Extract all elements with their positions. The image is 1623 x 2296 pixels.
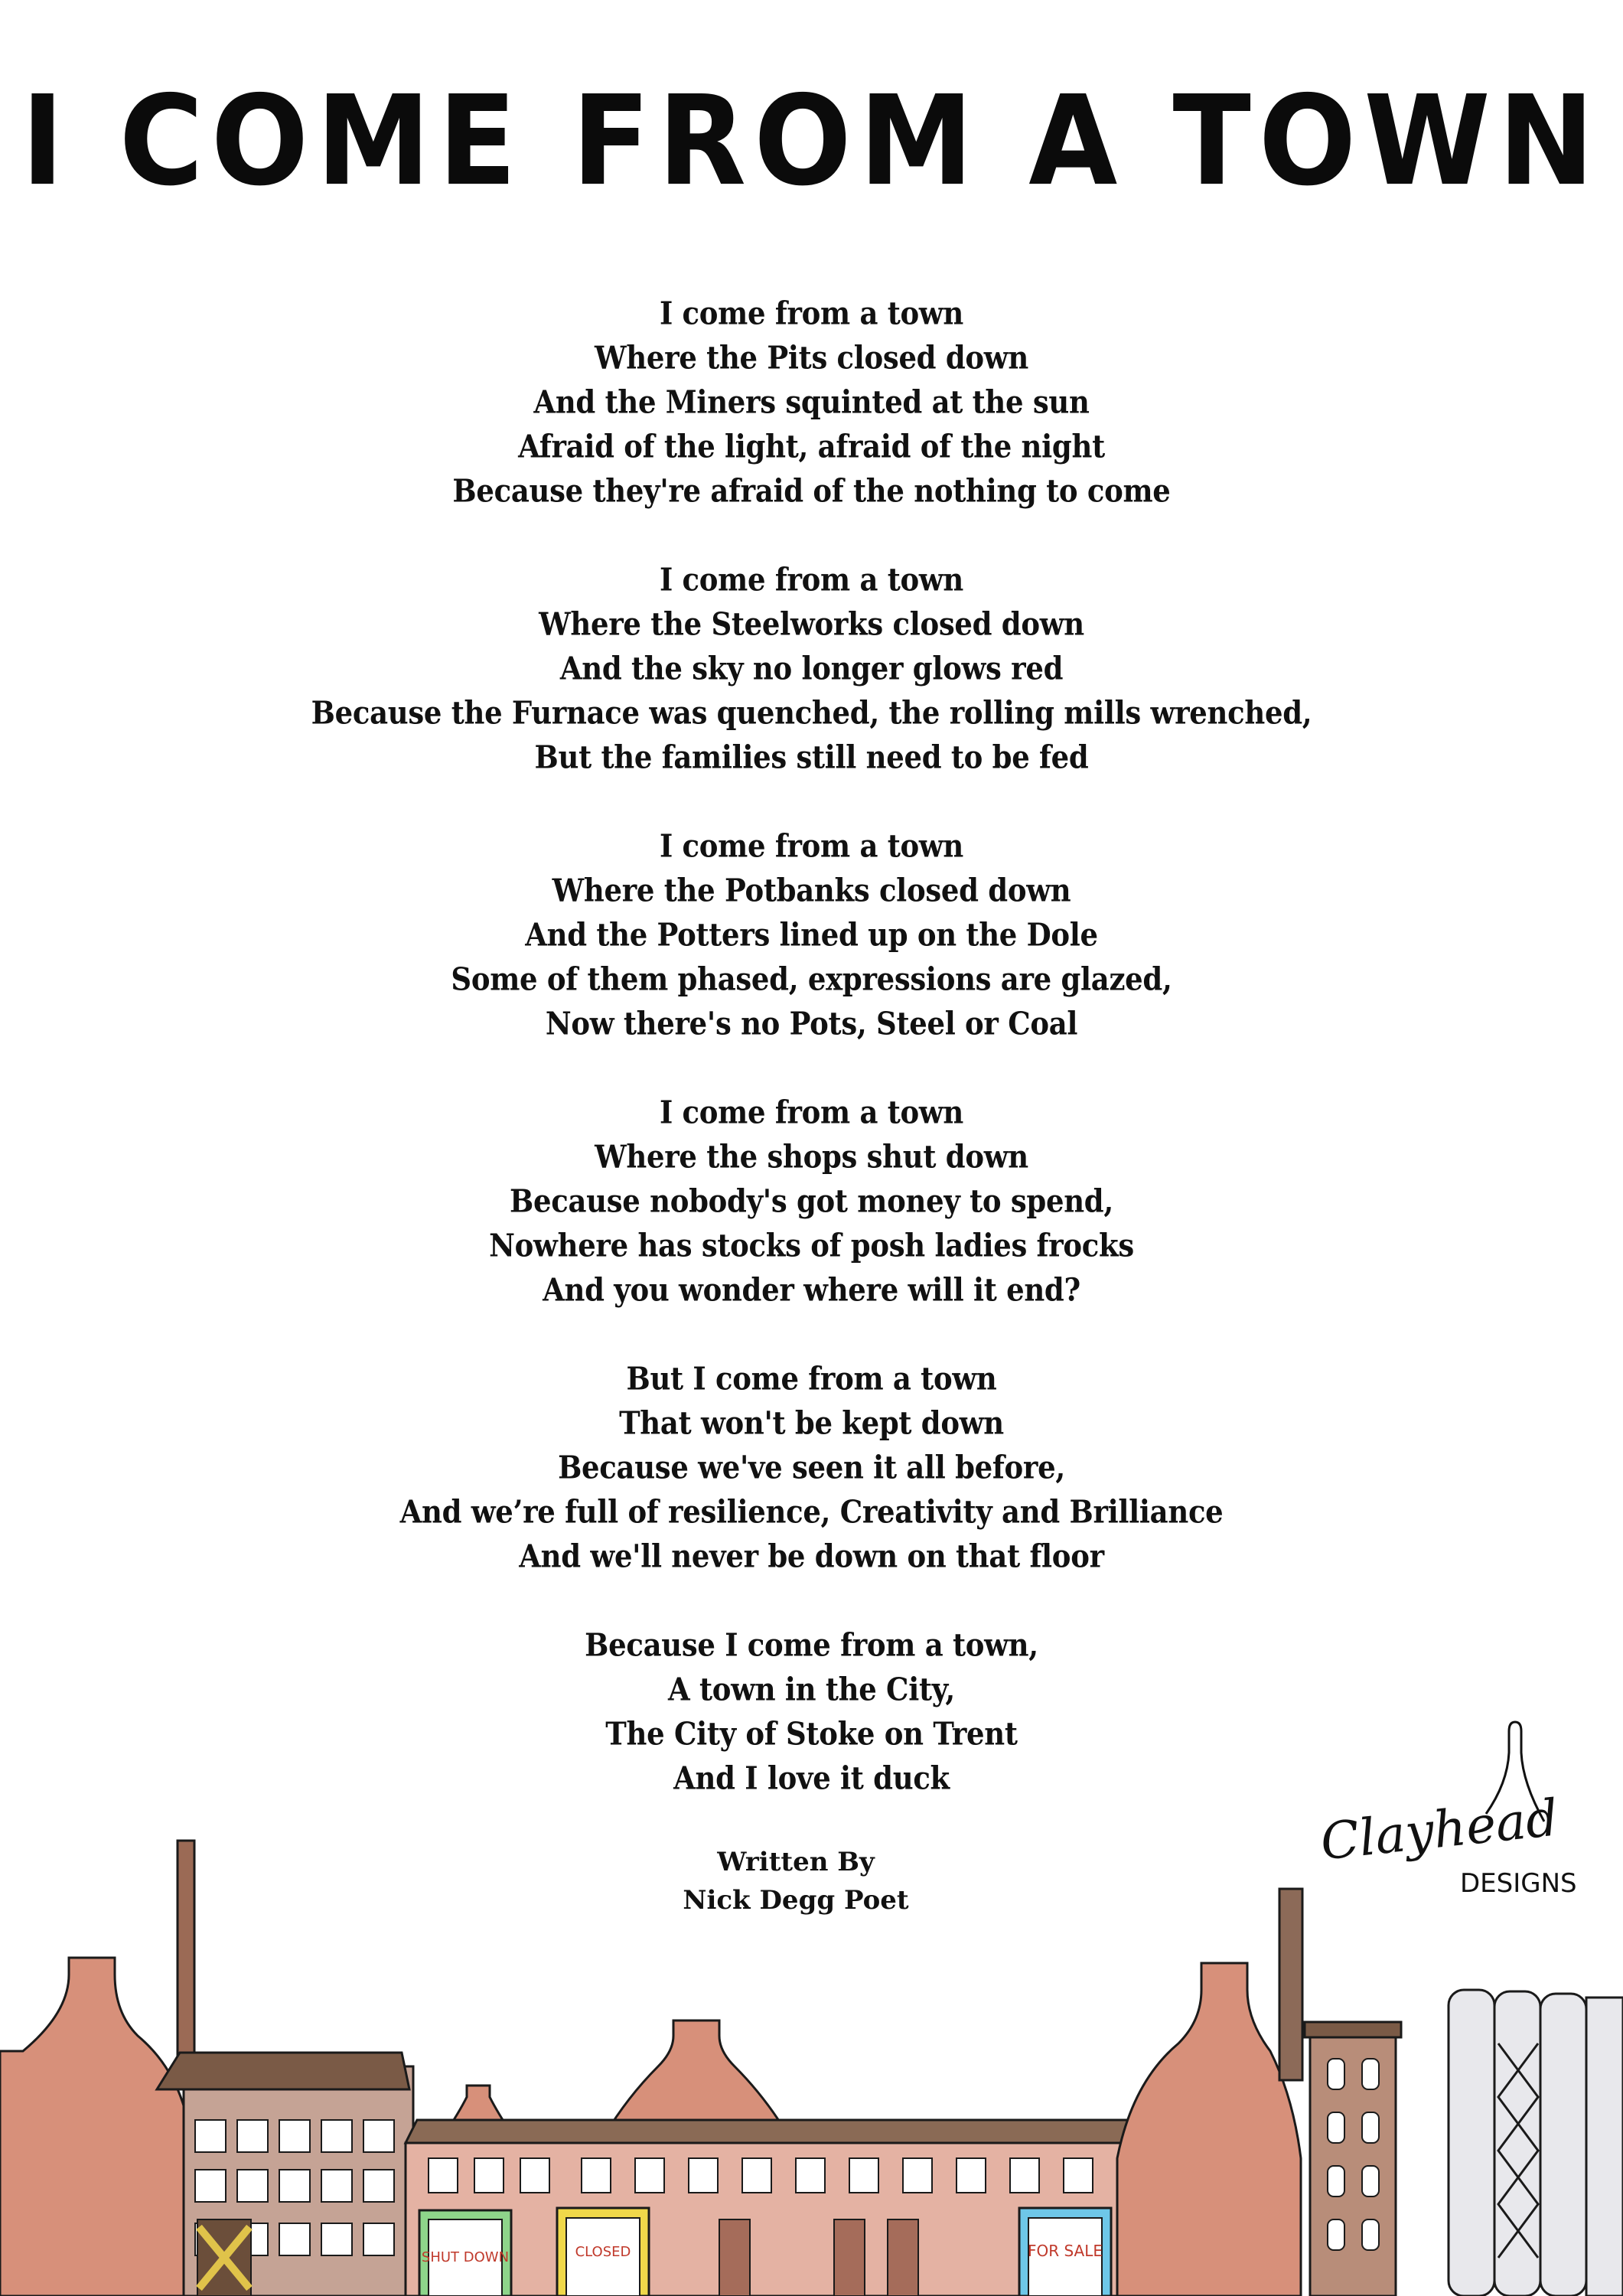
poem-line: And the Potters lined up on the Dole (525, 915, 1098, 954)
poem-line: Now there's no Pots, Steel or Coal (545, 1004, 1078, 1042)
chimney-right (1279, 1889, 1302, 2080)
stanza (0, 1356, 1623, 1578)
for-sale-sign: FOR SALE (1027, 2242, 1103, 2260)
poem-line: Because they're afraid of the nothing to come (452, 471, 1171, 510)
poem-line: And the Miners squinted at the sun (533, 383, 1090, 421)
tower-building (1310, 2034, 1396, 2296)
poem-line: Afraid of the light, afraid of the night (518, 427, 1105, 465)
poem-line: I come from a town (659, 294, 964, 332)
logo-sub: DESIGNS (1460, 1868, 1577, 1899)
author-name: Nick Degg Poet (683, 1885, 909, 1916)
stanza (0, 291, 1623, 513)
stanza (0, 557, 1623, 779)
chimney-left (178, 1841, 194, 2070)
poem-line: I come from a town (659, 560, 964, 598)
bottle-kiln-center (605, 2020, 788, 2135)
poem-line: That won't be kept down (619, 1404, 1004, 1442)
stoke-skyline-illustration (0, 1821, 1623, 2296)
steelworks-silos (1449, 1990, 1623, 2296)
poem-line: Some of them phased, expressions are glazed, (451, 960, 1172, 998)
warehouse-left-roof (157, 2053, 409, 2089)
poem-line: Because nobody's got money to spend, (510, 1182, 1113, 1220)
bottle-kiln-right (1117, 1963, 1301, 2296)
logo-script: Clayhead (1318, 1788, 1561, 1872)
shut-down-sign: SHUT DOWN (421, 2249, 510, 2265)
poem-line: And you wonder where will it end? (543, 1270, 1080, 1309)
poem-line: Where the shops shut down (595, 1137, 1028, 1176)
poem-line: I come from a town (659, 827, 964, 865)
poem-body (0, 291, 1623, 1844)
poem-line: And we’re full of resilience, Creativity and Brilliance (399, 1492, 1224, 1531)
stanza (0, 823, 1623, 1045)
bottle-kiln-left (0, 1958, 199, 2296)
poem-line: And the sky no longer glows red (559, 649, 1064, 687)
poem-line: Because we've seen it all before, (558, 1448, 1065, 1486)
poem-line: Where the Pits closed down (595, 338, 1028, 377)
poem-line: Where the Potbanks closed down (552, 871, 1071, 909)
poem-line: But I come from a town (626, 1359, 997, 1397)
poem-line: But the families still need to be fed (534, 738, 1089, 776)
stanza (0, 1090, 1623, 1312)
poem-title: I COME FROM A TOWN (21, 70, 1602, 214)
poem-line: And I love it duck (673, 1759, 950, 1797)
poem-line: I come from a town (659, 1093, 964, 1131)
closed-sign: CLOSED (575, 2244, 631, 2260)
poem-line: Nowhere has stocks of posh ladies frocks (489, 1226, 1134, 1264)
poem-line: The City of Stoke on Trent (605, 1714, 1018, 1753)
shop-row-roof (406, 2120, 1175, 2143)
poem-line: Because I come from a town, (585, 1626, 1038, 1664)
poem-line: A town in the City, (668, 1670, 955, 1708)
poem-line: Because the Furnace was quenched, the rolling mills wrenched, (311, 693, 1312, 732)
poem-line: And we'll never be down on that floor (519, 1537, 1104, 1575)
written-by-label: Written By (717, 1847, 875, 1877)
poem-line: Where the Steelworks closed down (539, 605, 1084, 643)
